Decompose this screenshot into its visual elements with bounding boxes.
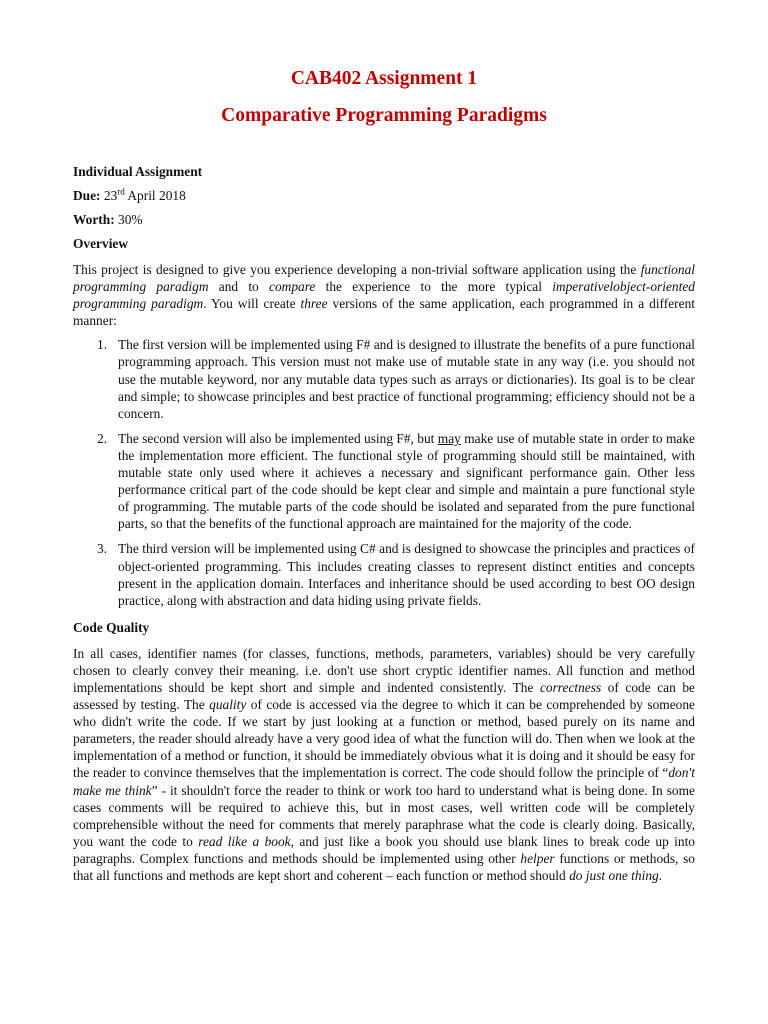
list-item: 2. The second version will also be implemented using F#, but may make use of mutable state in order to make the implementation more efficient. The functional style of programming should still be maintained, with mutable state only used where it achieves a necessary and significant performance gain. Other less performance critical part of the code should be kept clear and simple and maintain a pure functional style of programming. The mutable parts of the code should be isolated and separated from the pure functional parts, so that the benefits of the functional approach are maintained for the majority of the code. — [97, 430, 696, 532]
due-label: Due: — [73, 188, 101, 203]
due-rest: April 2018 — [127, 188, 186, 203]
overview-heading: Overview — [73, 236, 129, 251]
code-quality-paragraph: In all cases, identifier names (for classes, functions, methods, parameters, variables) should be very carefully chosen to clearly convey their meaning. i.e. don't use short cryptic identifier names. All function and method implementations should be kept short and simple and indented consistently. The correctness of code can be assessed by testing. The quality of code is accessed via the degree to which it can be comprehended by someone who didn't write the code. If we start by just looking at a function or method, based purely on its name and parameters, the reader should already have a very good idea of what the function will do. Then when we look at the implementation of a method or function, it should be immediately obvious what it is doing and it should be easy for the reader to convince themselves that the implementation is correct. The code should follow the principle of “don't make me think” - it shouldn't force the reader to think or work too hard to understand what is being done. In some cases comments will be required to achieve this, but in most cases, well written code will be completely comprehensible without the need for comments that merely paraphrase what the code is clearly doing. Basically, you want the code to read like a book, and just like a book you should use blank lines to break code up into paragraphs. Complex functions and methods should be implemented using other helper functions or methods, so that all functions and methods are kept short and coherent – each function or method should do just one thing. — [73, 645, 696, 883]
worth-value: 30% — [118, 212, 143, 227]
list-item: 1. The first version will be implemented using F# and is designed to illustrate the benefits of a pure functional programming approach. This version must not make use of mutable state in any way (i.e. you should not use the mutable keyword, nor any mutable data types such as arrays or dictionaries). Its goal is to be clear and simple; to showcase principles and best practice of functional programming; efficiency should not be a concern. — [97, 337, 695, 421]
assignment-type: Individual Assignment — [73, 164, 203, 179]
versions-list — [73, 336, 695, 608]
list-item: 3. The third version will be implemented using C# and is designed to showcase the principles and practices of object-oriented programming. This includes creating classes to represent distinct entities and concepts present in the application domain. Interfaces and inheritance should be used according to best OO design practice, along with abstraction and data hiding using private fields. — [97, 541, 695, 608]
worth — [73, 211, 695, 228]
due-sup: rd — [117, 186, 125, 197]
document-subtitle: Comparative Programming Paradigms — [221, 105, 547, 126]
overview-paragraph: This project is designed to give you experience developing a non-trivial software application using the functional programming paradigm and to compare the experience to the more typical imperativelobject-oriented programming paradigm. You will create three versions of the same application, each programmed in a different manner: — [73, 262, 695, 329]
due-day: 23 — [103, 188, 118, 203]
due-date — [73, 187, 695, 204]
code-quality-heading: Code Quality — [73, 619, 150, 635]
worth-label: Worth: — [73, 212, 115, 227]
document-title: CAB402 Assignment 1 — [290, 68, 478, 89]
